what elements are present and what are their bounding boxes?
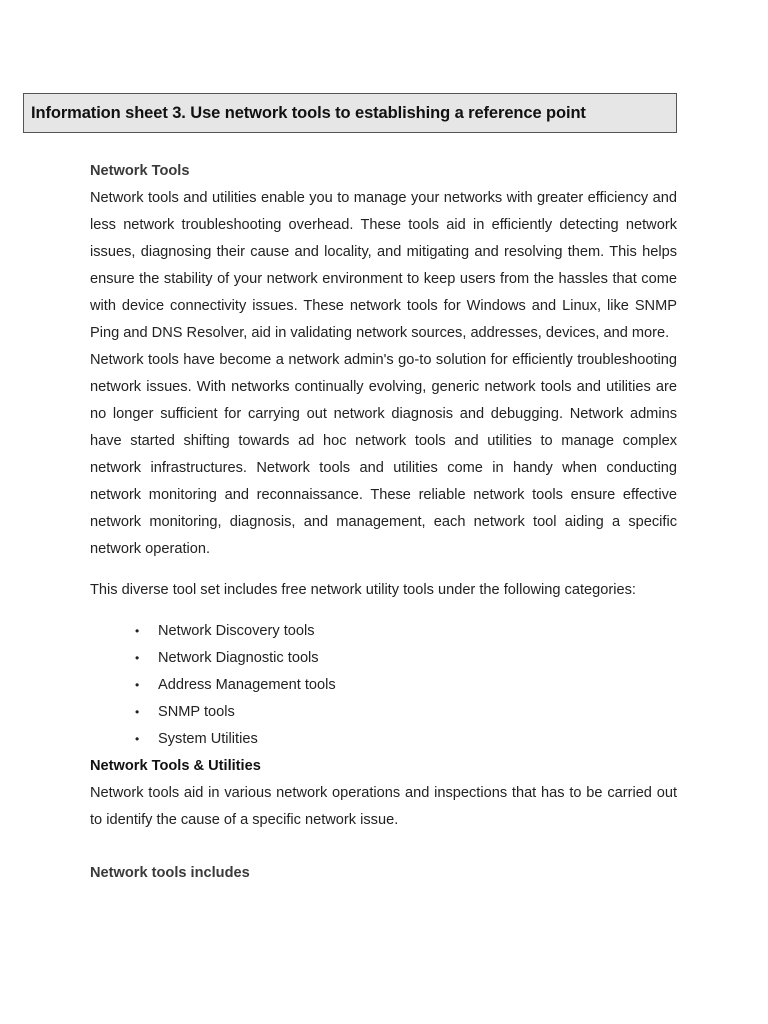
spacer bbox=[90, 604, 677, 618]
bullet-icon: • bbox=[135, 705, 140, 719]
list-item bbox=[90, 726, 677, 753]
paragraph-tools-utilities: Network tools aid in various network operations and inspections that has to be carried out to identify the cause of a specific network issue. bbox=[90, 785, 677, 828]
bullet-icon: • bbox=[135, 651, 140, 665]
paragraph-network-admin-solution: Network tools have become a network admin's go-to solution for efficiently troubleshooting network issues. With networks continually evolving, generic network tools and utilities are no longer sufficient for carrying out network diagnosis and debugging. Network admins have started shifting towards ad hoc network tools and utilities to manage complex network infrastructures. Network tools and utilities come in handy when conducting network monitoring and reconnaissance. These reliable network tools ensure effective network monitoring, diagnosis, and management, each network tool aiding a specific network operation. bbox=[90, 352, 677, 557]
bullet-icon: • bbox=[135, 732, 140, 746]
document-body bbox=[90, 158, 677, 887]
spacer bbox=[90, 834, 677, 860]
list-item-label: Address Management tools bbox=[158, 677, 336, 693]
category-list bbox=[90, 618, 677, 753]
list-item bbox=[90, 618, 677, 645]
list-item-label: System Utilities bbox=[158, 731, 258, 747]
list-item-label: Network Diagnostic tools bbox=[158, 650, 319, 666]
section-heading-tools-utilities: Network Tools & Utilities bbox=[90, 758, 261, 774]
page-title: Information sheet 3. Use network tools to establishing a reference point bbox=[31, 103, 586, 122]
list-item-label: SNMP tools bbox=[158, 704, 235, 720]
list-item bbox=[90, 672, 677, 699]
title-box bbox=[23, 93, 677, 133]
paragraph-network-tools-intro: Network tools and utilities enable you to manage your networks with greater efficiency and less network troubleshooting overhead. These tools aid in efficiently detecting network issues, diagnosing their cause and locality, and mitigating and resolving them. This helps ensure the stability of your network environment to keep users from the hassles that come with device connectivity issues. These network tools for Windows and Linux, like SNMP Ping and DNS Resolver, aid in validating network sources, addresses, devices, and more. bbox=[90, 190, 677, 341]
list-item bbox=[90, 645, 677, 672]
section-heading-tools-includes: Network tools includes bbox=[90, 865, 250, 881]
bullet-icon: • bbox=[135, 678, 140, 692]
list-item bbox=[90, 699, 677, 726]
paragraph-categories-intro: This diverse tool set includes free network utility tools under the following categories: bbox=[90, 582, 636, 598]
spacer bbox=[90, 563, 677, 577]
section-heading-network-tools: Network Tools bbox=[90, 163, 190, 179]
list-item-label: Network Discovery tools bbox=[158, 623, 315, 639]
bullet-icon: • bbox=[135, 624, 140, 638]
